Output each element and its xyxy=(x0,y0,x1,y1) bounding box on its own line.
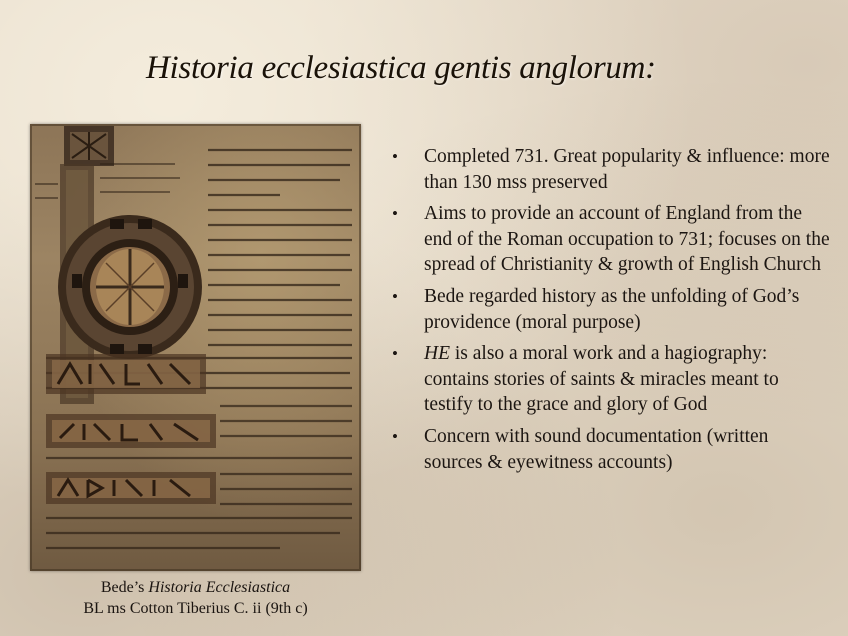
caption-line-2: BL ms Cotton Tiberius C. ii (9th c) xyxy=(83,600,308,617)
caption-work-title: Historia Ecclesiastica xyxy=(148,579,291,596)
bullet-text: Aims to provide an account of England from the end of the Roman occupation to 731; focuses on the spread of Christianity & growth of English Church xyxy=(424,203,830,276)
bullet-text: Concern with sound documentation (written sources & eyewitness accounts) xyxy=(424,425,769,473)
bullet-marker: • xyxy=(392,286,398,306)
caption-author: Bede’s xyxy=(100,579,149,596)
caption-line-1 xyxy=(30,577,361,598)
bullet-text: Completed 731. Great popularity & influence: more than 130 mss preserved xyxy=(424,146,830,193)
bullet-marker: • xyxy=(392,204,398,224)
bullet-marker: • xyxy=(392,147,398,166)
bullet-marker: • xyxy=(392,426,398,446)
bullet-list xyxy=(390,144,830,481)
bullet-italic-prefix: HE xyxy=(424,343,450,365)
bullet-item xyxy=(390,201,830,278)
slide-title: Historia ecclesiastica gentis anglorum: xyxy=(146,50,656,86)
bullet-item xyxy=(390,424,830,475)
bullet-text: is also a moral work and a hagiography: contains stories of saints & miracles meant to testify to the grace and glory of God xyxy=(424,343,779,416)
bullet-item xyxy=(390,144,830,195)
bullet-text: Bede regarded history as the unfolding of God’s providence (moral purpose) xyxy=(424,285,800,333)
bullet-item xyxy=(390,341,830,418)
image-caption xyxy=(30,577,361,619)
manuscript-illustration xyxy=(30,124,361,571)
manuscript-image xyxy=(30,124,361,571)
bullet-marker: • xyxy=(392,344,398,364)
bullet-item xyxy=(390,284,830,335)
